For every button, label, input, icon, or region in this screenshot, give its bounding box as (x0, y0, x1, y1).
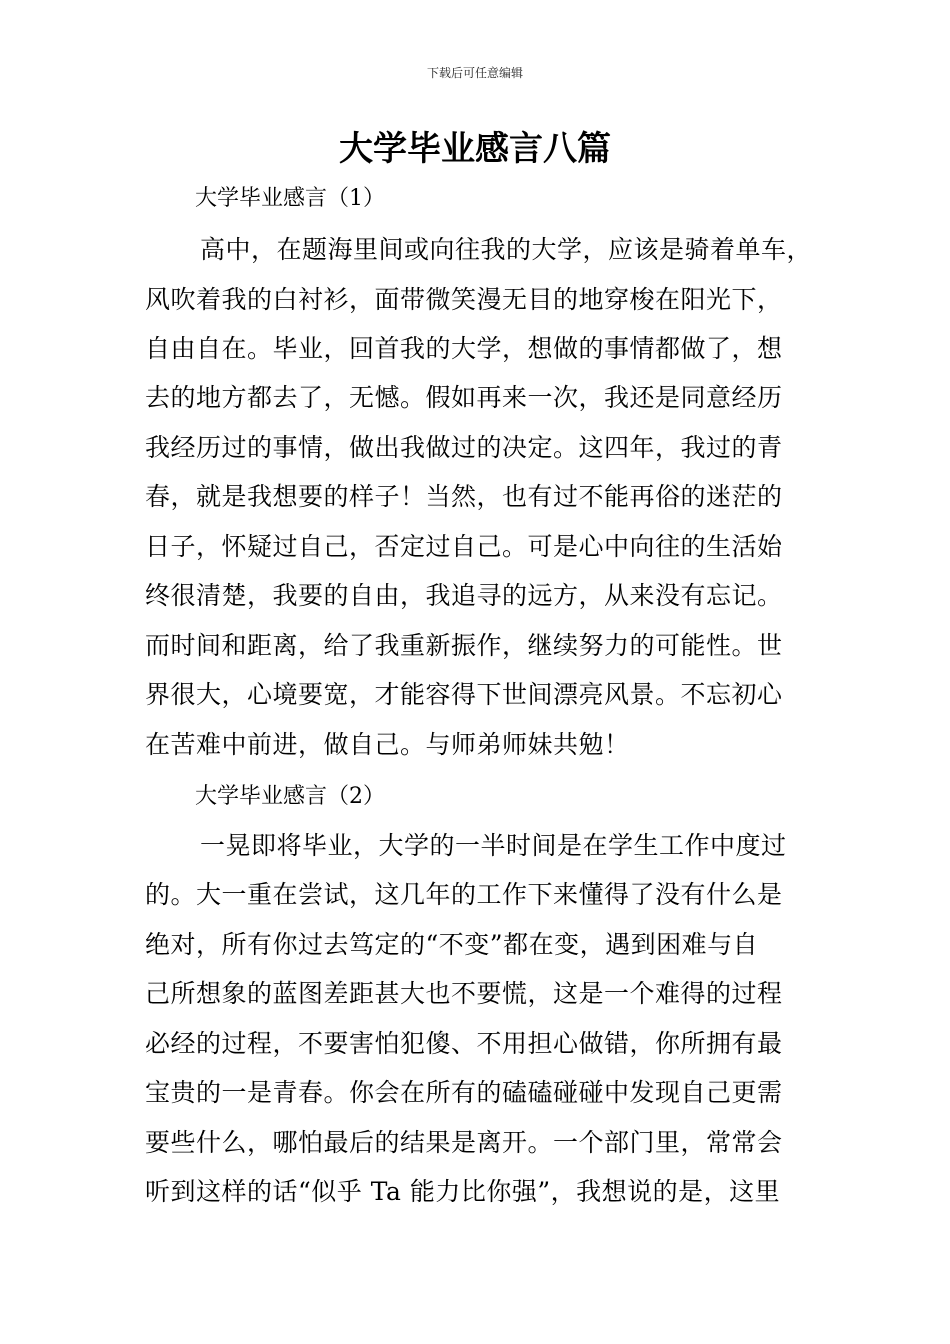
section-1-line: 而时间和距离，给了我重新振作，继续努力的可能性。世 (145, 631, 783, 660)
page-header-note: 下载后可任意编辑 (426, 66, 523, 80)
section-2-line: 要些什么，哪怕最后的结果是离开。一个部门里，常常会 (145, 1128, 783, 1157)
section-1-line: 风吹着我的白衬衫，面带微笑漫无目的地穿梭在阳光下， (145, 285, 783, 314)
section-2-line: 绝对，所有你过去笃定的“不变”都在变，遇到困难与自 (145, 930, 759, 959)
section-1-line: 春，就是我想要的样子！当然，也有过不能再俗的迷茫的 (145, 482, 783, 511)
section-1-line: 高中，在题海里间或向往我的大学，应该是骑着单车， (200, 235, 813, 264)
section-1-line: 界很大，心境要宽，才能容得下世间漂亮风景。不忘初心 (145, 680, 783, 709)
section-2-line: 宝贵的一是青春。你会在所有的磕磕碰碰中发现自己更需 (145, 1078, 783, 1107)
section-1-line: 自由自在。毕业，回首我的大学，想做的事情都做了，想 (145, 334, 783, 363)
section-1-line: 我经历过的事情，做出我做过的决定。这四年，我过的青 (145, 433, 783, 462)
section-2-line: 一晃即将毕业，大学的一半时间是在学生工作中度过 (200, 831, 787, 860)
section-1-line: 日子，怀疑过自己，否定过自己。可是心中向往的生活始 (145, 532, 783, 561)
section-2-line: 的。大一重在尝试，这几年的工作下来懂得了没有什么是 (145, 880, 783, 909)
section-2-line: 必经的过程，不要害怕犯傻、不用担心做错，你所拥有最 (145, 1029, 783, 1058)
section-2-line: 己所想象的蓝图差距甚大也不要慌，这是一个难得的过程 (145, 979, 783, 1008)
section-2-line: 听到这样的话“似乎 Ta 能力比你强”，我想说的是，这里 (145, 1177, 781, 1206)
section-1-line: 终很清楚，我要的自由，我追寻的远方，从来没有忘记。 (145, 581, 783, 610)
document-title: 大学毕业感言八篇 (339, 129, 611, 169)
section-1-line: 在苦难中前进，做自己。与师弟师妹共勉！ (145, 730, 630, 759)
section-2-subtitle: 大学毕业感言（2） (195, 784, 385, 809)
section-1-line: 去的地方都去了，无憾。假如再来一次，我还是同意经历 (145, 383, 783, 412)
section-1-subtitle: 大学毕业感言（1） (195, 186, 385, 211)
